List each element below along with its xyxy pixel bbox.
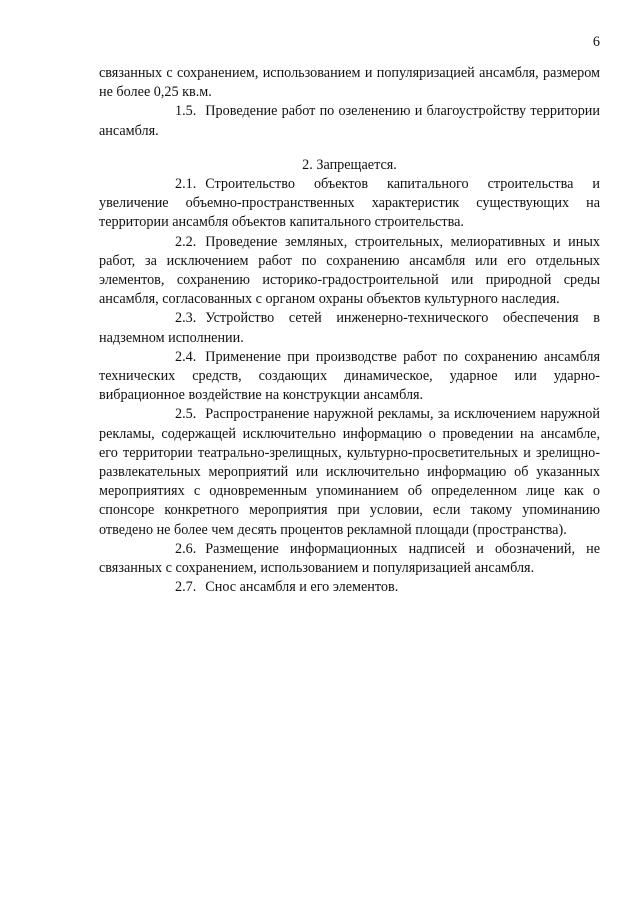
clause-text: Размещение информационных надписей и обозначений, не связанных с сохранением, использованием и популяризацией ансамбля. [99,540,600,577]
clause-1-5 [99,102,600,140]
clause-number: 2.1. [175,176,197,193]
clause-2-1 [99,175,600,233]
clause-text: Распространение наружной рекламы, за исключением наружной рекламы, содержащей исключительно информацию о проведении на ансамбле, его территории театрально-зрелищных, культурно-просветительных и зрелищно-развлекательных мероприятий или исключительно информацию об указанных мероприятиях с одновременным упоминанием об определенном лице как о спонсоре конкретного мероприятия при условии, если такому упоминанию отведено не более чем десять процентов рекламной площади (пространства). [99,406,600,538]
clause-2-3 [99,309,600,347]
clause-text: Проведение земляных, строительных, мелиоративных и иных работ, за исключением работ по сохранению ансамбля или его отдельных элементов, сохранению историко-градостроительной или природной среды ансамбля, согласованных с органом охраны объектов культурного наследия. [99,233,600,308]
clause-number: 1.5. [175,103,197,120]
clause-text: Применение при производстве работ по сохранению ансамбля технических средств, создающих динамическое, ударное или ударно-вибрационное воздействие на конструкции ансамбля. [99,348,600,404]
clause-number: 2.3. [175,310,197,327]
section-heading: 2. Запрещается. [302,156,397,173]
clause-text: Устройство сетей инженерно-технического обеспечения в надземном исполнении. [99,310,600,346]
clause-text: Снос ансамбля и его элементов. [205,579,399,596]
page-number: 6 [592,34,600,50]
clause-number: 2.7. [175,579,197,596]
clause-2-7 [99,578,600,597]
clause-2-4 [99,348,600,406]
continued-paragraph [99,64,600,102]
clause-text: Проведение работ по озеленению и благоустройству территории ансамбля. [99,103,600,139]
clause-number: 2.2. [175,233,197,250]
clause-number: 2.6. [175,540,197,557]
clause-2-5 [99,405,600,539]
document-body [99,64,600,597]
paragraph-text: связанных с сохранением, использованием и популяризацией ансамбля, размером не более 0,25 кв.м. [99,65,600,101]
clause-number: 2.5. [175,406,197,423]
clause-2-2 [99,233,600,310]
clause-2-6 [99,540,600,578]
clause-number: 2.4. [175,348,197,365]
clause-text: Строительство объектов капитального строительства и увеличение объемно-пространственных характеристик существующих на территории ансамбля объектов капитального строительства. [99,176,600,231]
